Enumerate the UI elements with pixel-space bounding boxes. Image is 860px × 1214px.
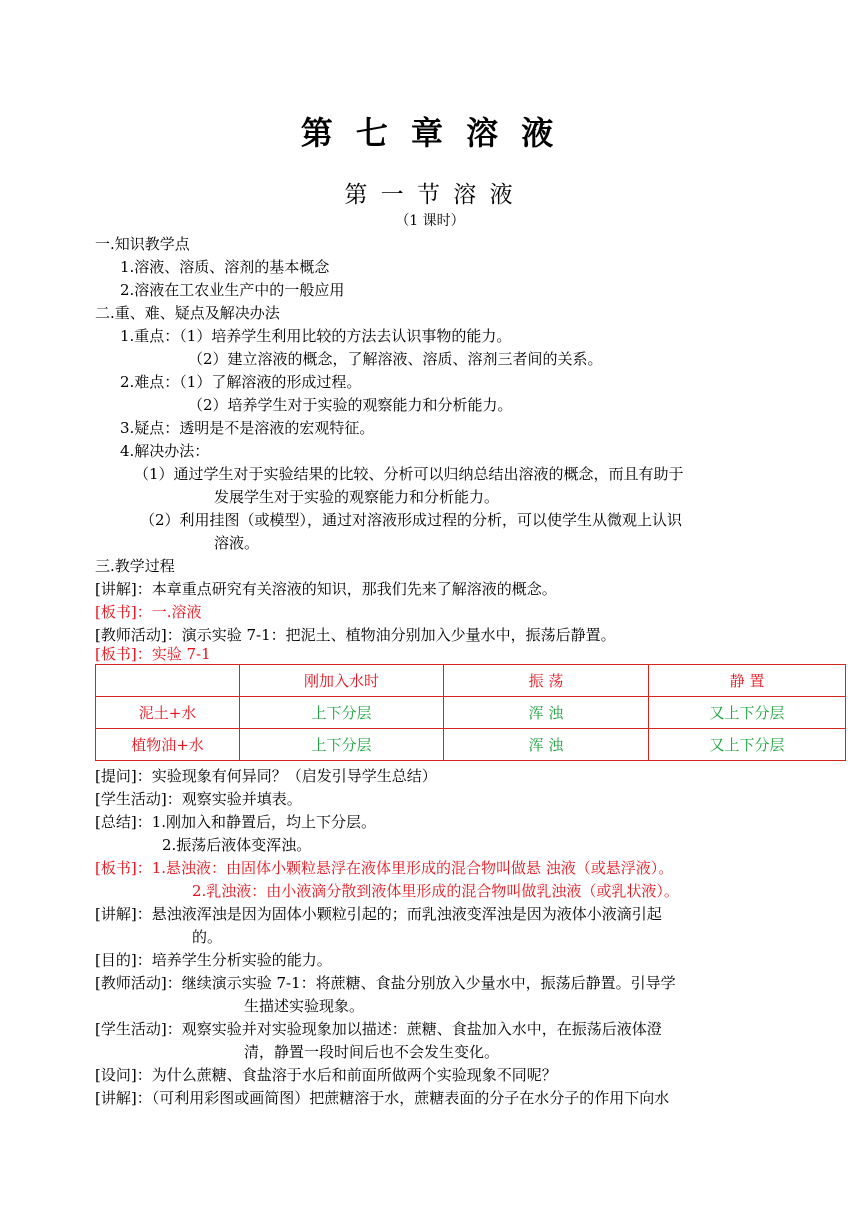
question-line: [设问]：为什么蔗糖、食盐溶于水后和前面所做两个实验现象不同呢？: [95, 1066, 557, 1084]
question-line: [提问]：实验现象有何异同？（启发引导学生总结）: [95, 767, 437, 785]
table-row: [96, 697, 846, 729]
heading-knowledge-points: 一.知识教学点: [95, 235, 190, 253]
table-row: [96, 729, 846, 761]
key-point-line: （2）建立溶液的概念，了解溶液、溶质、溶剂三者间的关系。: [188, 350, 603, 368]
knowledge-point: 1.溶液、溶质、溶剂的基本概念: [120, 258, 330, 276]
table-row-label: 植物油+水: [96, 729, 240, 761]
table-cell: 浑 浊: [444, 729, 649, 761]
heading-teaching-process: 三.教学过程: [95, 557, 175, 575]
lesson-period: （1 课时）: [395, 213, 465, 229]
explanation-line: [讲解]：（可利用彩图或画简图）把蔗糖溶于水，蔗糖表面的分子在水分子的作用下向水: [95, 1089, 670, 1107]
solution-line: 发展学生对于实验的观察能力和分析能力。: [214, 488, 500, 506]
knowledge-point: 2.溶液在工农业生产中的一般应用: [120, 281, 345, 299]
solution-line: 溶液。: [214, 534, 260, 552]
blackboard-line: 2.乳浊液：由小液滴分散到液体里形成的混合物叫做乳浊液（或乳状液）。: [192, 882, 679, 900]
chapter-title: 第 七 章 溶 液: [300, 114, 560, 152]
blackboard-line: [板书]：一.溶液: [95, 603, 202, 621]
table-row-label: 泥土+水: [96, 697, 240, 729]
table-cell: 上下分层: [240, 697, 444, 729]
table-cell: 浑 浊: [444, 697, 649, 729]
explanation-line: [讲解]：本章重点研究有关溶液的知识，那我们先来了解溶液的概念。: [95, 580, 557, 598]
summary-line: [总结]：1.刚加入和静置后，均上下分层。: [95, 813, 377, 831]
table-header-cell: 刚加入水时: [240, 665, 444, 697]
explanation-line: [讲解]：悬浊液浑浊是因为固体小颗粒引起的；而乳浊液变浑浊是因为液体小液滴引起: [95, 905, 662, 923]
solution-line: （1）通过学生对于实验结果的比较、分析可以归纳总结出溶液的概念，而且有助于: [134, 465, 684, 483]
student-activity-line: [学生活动]：观察实验并填表。: [95, 790, 302, 808]
difficulty-line: （2）培养学生对于实验的观察能力和分析能力。: [188, 396, 513, 414]
explanation-line: 的。: [192, 928, 223, 946]
purpose-line: [目的]：培养学生分析实验的能力。: [95, 951, 332, 969]
section-title: 第 一 节 溶 液: [344, 182, 516, 208]
doubt-line: 3.疑点：透明是不是溶液的宏观特征。: [120, 419, 375, 437]
teacher-activity-line: [教师活动]：演示实验 7-1：把泥土、植物油分别加入少量水中，振荡后静置。: [95, 626, 616, 644]
solution-line: （2）利用挂图（或模型），通过对溶液形成过程的分析，可以使学生从微观上认识: [140, 511, 683, 529]
teacher-activity-line: 生描述实验现象。: [244, 997, 365, 1015]
key-point-line: 1.重点：（1）培养学生利用比较的方法去认识事物的能力。: [120, 327, 512, 345]
table-header-cell: 振 荡: [444, 665, 649, 697]
table-cell: 上下分层: [240, 729, 444, 761]
summary-line: 2.振荡后液体变浑浊。: [162, 836, 312, 854]
teacher-activity-line: [教师活动]：继续演示实验 7-1：将蔗糖、食盐分别放入少量水中，振荡后静置。引导学: [95, 974, 676, 992]
table-cell: 又上下分层: [649, 697, 846, 729]
table-cell: 又上下分层: [649, 729, 846, 761]
table-header-row: [96, 665, 846, 697]
difficulty-line: 2.难点：（1）了解溶液的形成过程。: [120, 373, 362, 391]
experiment-table: [95, 664, 846, 761]
student-activity-line: [学生活动]：观察实验并对实验现象加以描述：蔗糖、食盐加入水中，在振荡后液体澄: [95, 1020, 662, 1038]
heading-key-points: 二.重、难、疑点及解决办法: [95, 304, 280, 322]
blackboard-line: [板书]：1.悬浊液：由固体小颗粒悬浮在液体里形成的混合物叫做悬 浊液（或悬浮液）。: [95, 859, 674, 877]
blackboard-line: [板书]：实验 7-1: [95, 645, 211, 663]
solution-heading: 4.解决办法：: [120, 442, 210, 460]
table-header-cell: [96, 665, 240, 697]
student-activity-line: 清，静置一段时间后也不会发生变化。: [244, 1043, 500, 1061]
table-header-cell: 静 置: [649, 665, 846, 697]
